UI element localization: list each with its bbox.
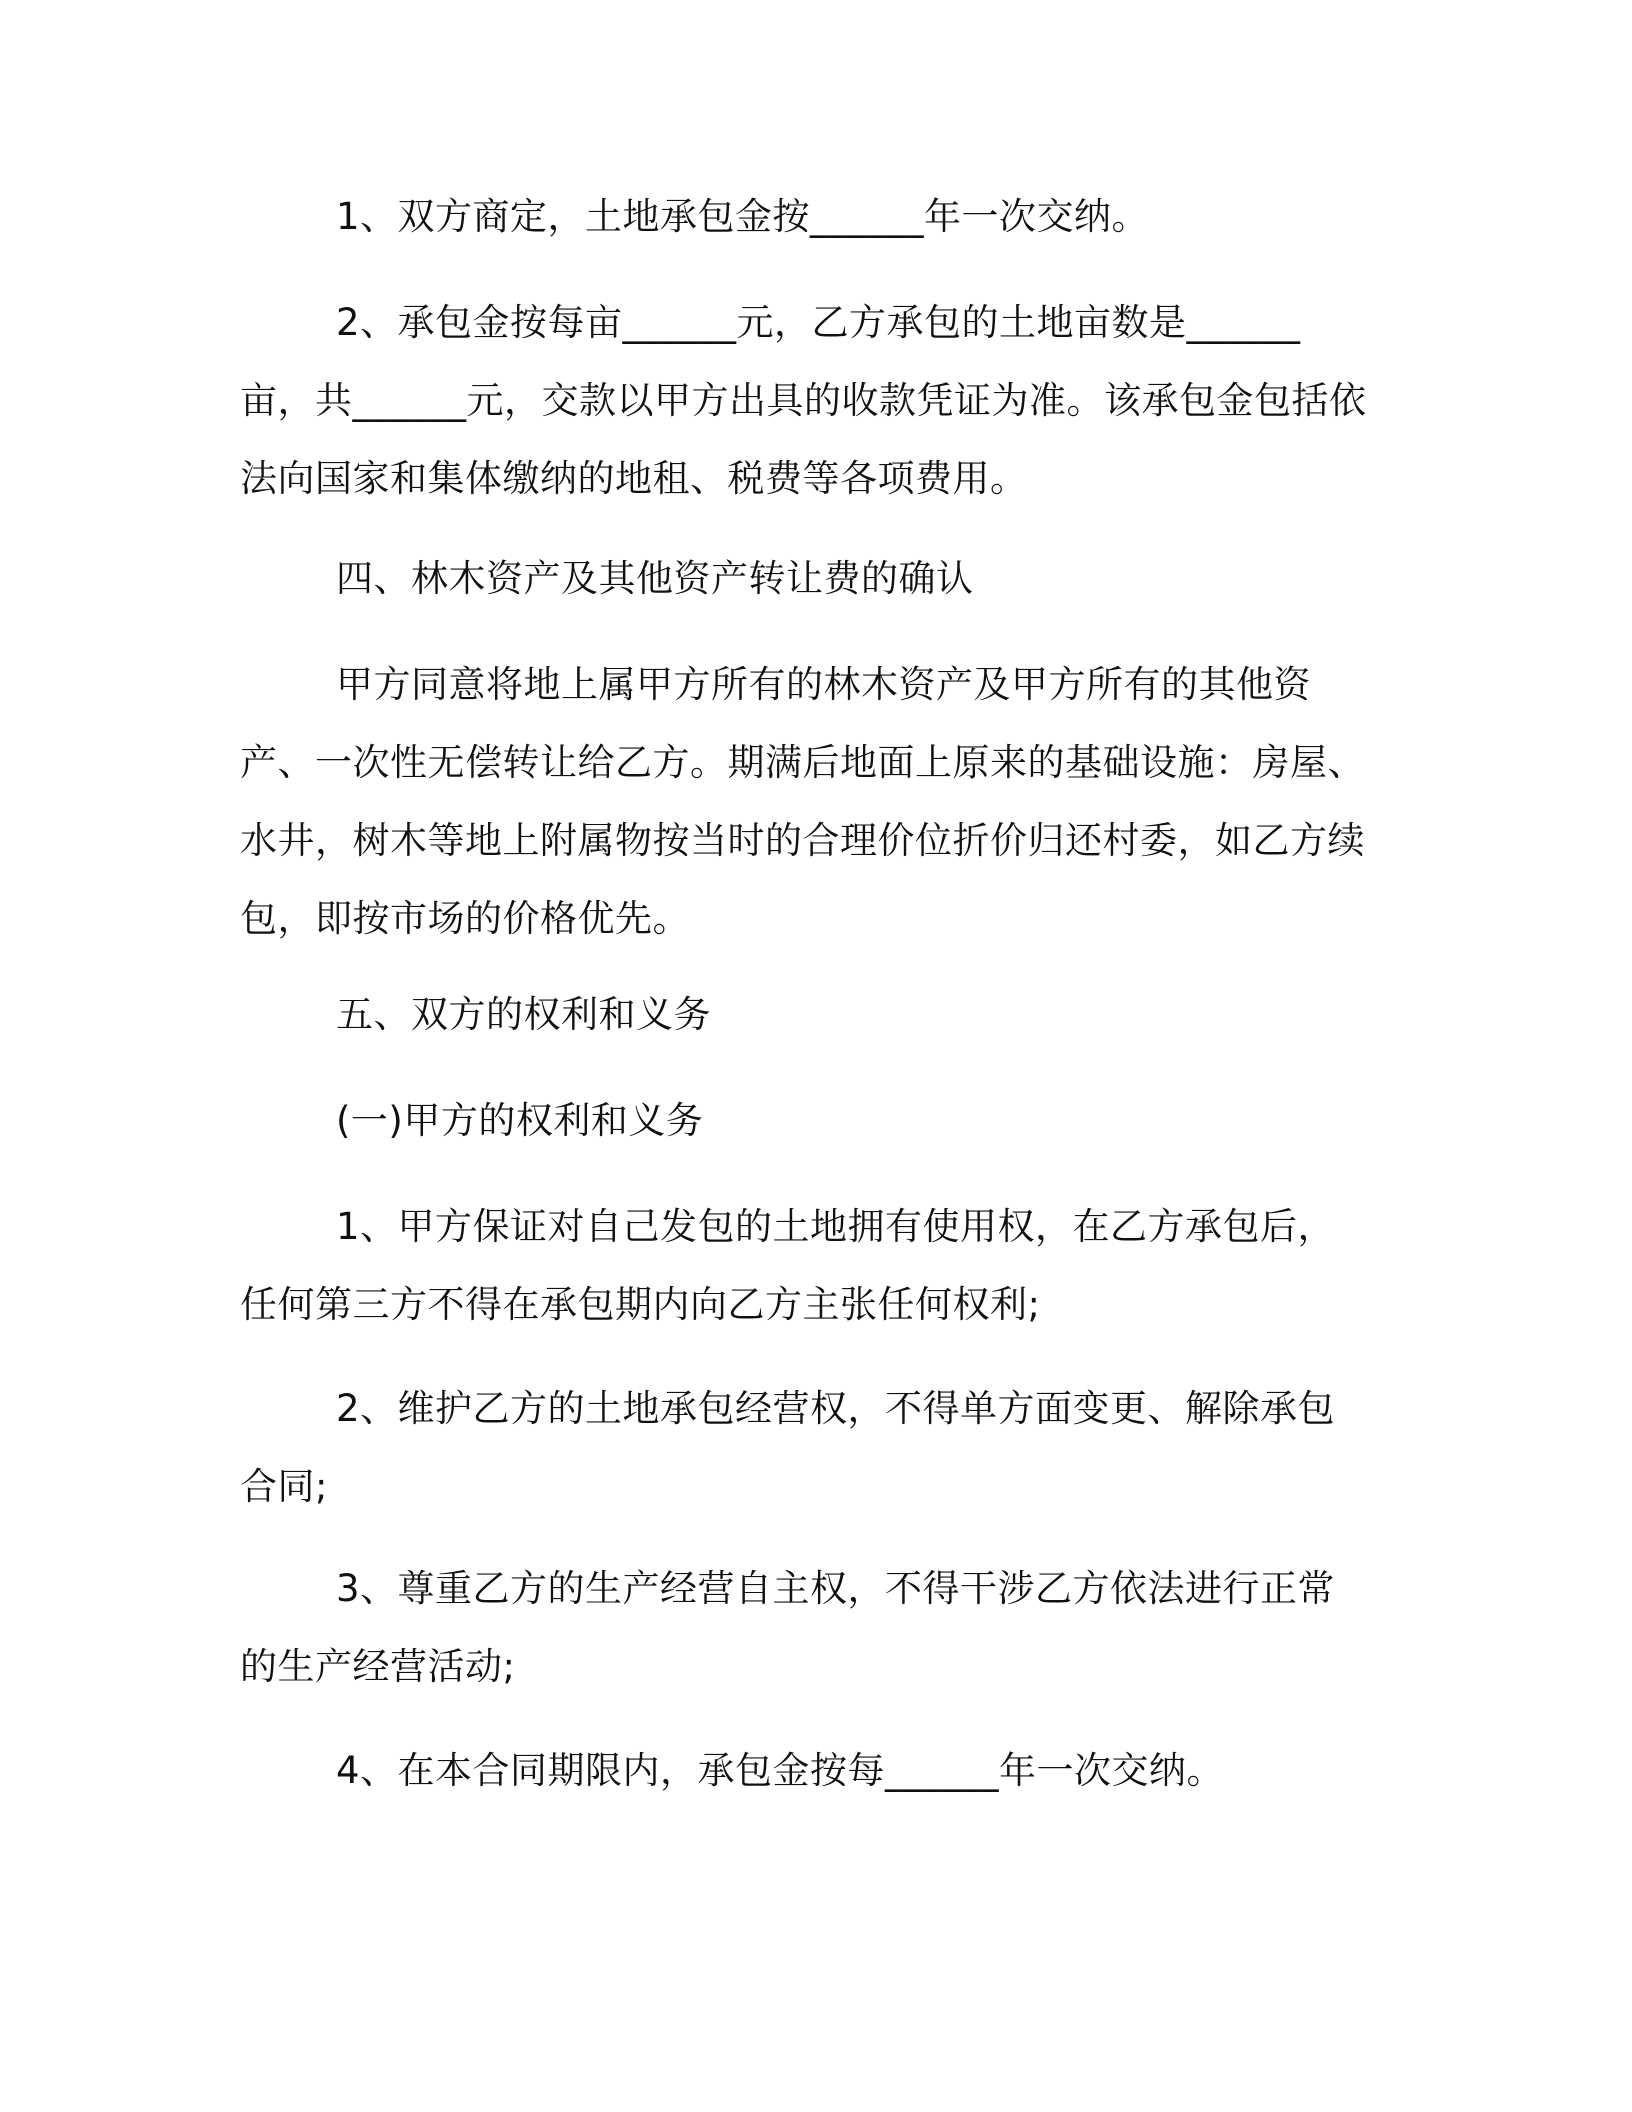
payment-amount-clause: 2、承包金按每亩______元，乙方承包的土地亩数是______亩，共______元，交款以甲方出具的收款凭证为准。该承包金包括依法向国家和集体缴纳的地租、税费等各项费用。	[240, 301, 1367, 500]
party-a-clause-1: 1、甲方保证对自己发包的土地拥有使用权，在乙方承包后，任何第三方不得在承包期内向乙方主张任何权利;	[240, 1205, 1336, 1326]
payment-schedule-clause: 1、双方商定，土地承包金按______年一次交纳。	[336, 195, 1150, 238]
section-four-heading: 四、林木资产及其他资产转让费的确认	[336, 557, 974, 600]
party-a-rights-heading: (一)甲方的权利和义务	[336, 1099, 704, 1142]
party-a-clause-3: 3、尊重乙方的生产经营自主权，不得干涉乙方依法进行正常的生产经营活动;	[240, 1567, 1336, 1688]
asset-transfer-clause: 甲方同意将地上属甲方所有的林木资产及甲方所有的其他资产、一次性无偿转让给乙方。期满后地面上原来的基础设施：房屋、水井，树木等地上附属物按当时的合理价位折价归还村委，如乙方续包，即按市场的价格优先。	[240, 663, 1365, 940]
party-a-clause-2: 2、维护乙方的土地承包经营权，不得单方面变更、解除承包合同;	[240, 1387, 1336, 1508]
section-five-heading: 五、双方的权利和义务	[336, 993, 711, 1036]
party-a-clause-4: 4、在本合同期限内，承包金按每______年一次交纳。	[336, 1749, 1225, 1792]
